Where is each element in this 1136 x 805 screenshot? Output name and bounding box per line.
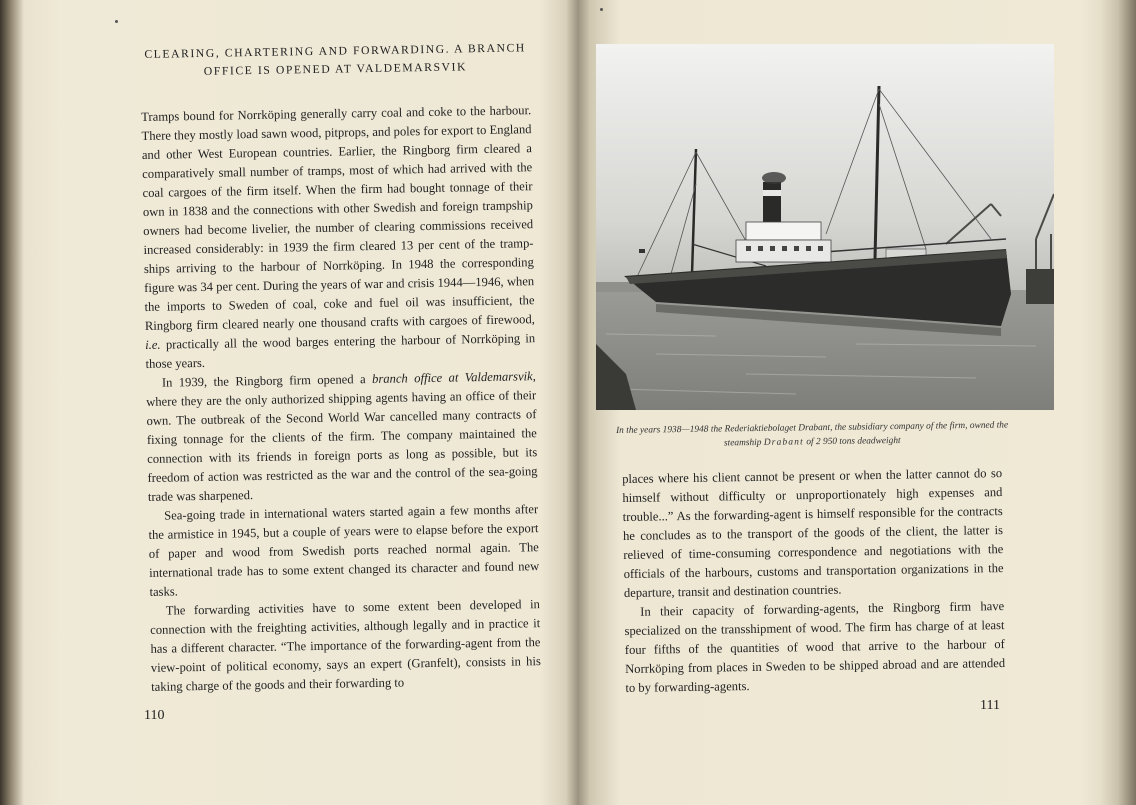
paragraph-1 bbox=[141, 101, 536, 374]
paragraph-2 bbox=[146, 367, 538, 507]
paragraph-1-text: Tramps bound for Norrköping generally carry coal and coke to the harbour. There they mostly load sawn wood, pitprops, and poles for export to England and other West European countries. Earlier, the Ringborg firm cleared a comparatively small number of tramps, most of which had arrived with the coal cargoes of the firm itself. When the firm had bought tonnage of their own in 1838 and the connections with other Swedish and foreign trampship owners had become livelier, the number of clearing commissions received increased considerably: in 1939 the firm cleared 13 per cent of the tramp-ships arriving to the harbour of Norrköping. In 1948 the corresponding figure was 34 per cent. During the years of war and crisis 1944—1946, when the imports to Sweden of coal, coke and fuel oil was insufficient, the Ringborg firm cleared nearly one thousand crafts with cargoes of firewood, bbox=[141, 103, 535, 333]
steamship-illustration bbox=[596, 44, 1054, 410]
paragraph-2-start: In 1939, the Ringborg firm opened a bbox=[161, 372, 366, 390]
paragraph-4: The forwarding activities have to some extent been developed in connection with the freighting activities, although legally and in practice it has a different character. “The importance of the forwarding-agent from the view-point of political economy, says an expert (Granfelt), consists in his taking charge of the goods and their forwarding to bbox=[150, 597, 541, 694]
steamship-photo bbox=[596, 44, 1054, 410]
caption-tonnage: of 2 950 tons deadweight bbox=[806, 435, 901, 448]
left-page bbox=[140, 39, 541, 697]
page-number-right: 111 bbox=[980, 698, 1000, 713]
heading-line-2: OFFICE IS OPENED AT VALDEMARSVIK bbox=[203, 60, 468, 78]
paragraph-1-ie: i.e. bbox=[145, 337, 161, 352]
paragraph-2-emphasis: branch office at Valdemarsvik, bbox=[371, 369, 536, 386]
paragraph-3: Sea-going trade in international waters started again a few months after the armistice in 1945, but a couple of years were to elapse before the export of paper and wood from Swedish ports reached normal again. The international trade has to some extent changed its character and found new tasks. bbox=[148, 502, 540, 599]
right-paragraph-2: In their capacity of forwarding-agents, the Ringborg firm have specialized on the transshipment of wood. The firm has charge of at least four fifths of the quantities of wood that arrive to the harbour of Norrköping from places in Sweden to be shipped abroad and are attended to by forwarding-agents. bbox=[624, 599, 1006, 695]
chapter-heading bbox=[140, 39, 531, 82]
heading-line-1: CLEARING, CHARTERING AND FORWARDING. A BRANCH bbox=[144, 41, 526, 61]
paragraph-2-end: where they are the only authorized shipping agents having an office of their own. The outbreak of the Second World War cancelled many contracts of fixing tonnage for the clients of the firm. The company maintained the connection with its friends in foreign ports as long as possible, but its freedom of action was restricted as the war and the control of the sea-going trade was sharpened. bbox=[146, 388, 538, 504]
right-page bbox=[622, 464, 1006, 698]
page-number-left: 110 bbox=[144, 708, 165, 723]
dust-speck bbox=[600, 8, 603, 11]
caption-text: In the years 1938—1948 the Rederiaktiebolaget Drabant, the subsidiary company of the firm, owned the steamship bbox=[615, 420, 1009, 449]
photo-caption bbox=[612, 418, 1012, 452]
dust-speck bbox=[115, 20, 118, 23]
paragraph-1-end: practically all the wood barges entering the harbour of Norrköping in those years. bbox=[145, 331, 536, 371]
caption-ship-name: Drabant bbox=[763, 437, 805, 448]
right-paragraph-1: places where his client cannot be present or when the latter cannot do so himself without difficulty or unproportionately high expenses and trouble...” As the forwarding-agent is himself responsible for the contracts he concludes as to the transport of the goods of the client, the latter is relieved of time-consuming correspondence and negotiations with the officials of the harbours, customs and transportation organizations in the departure, transit and destination countries. bbox=[622, 466, 1004, 600]
